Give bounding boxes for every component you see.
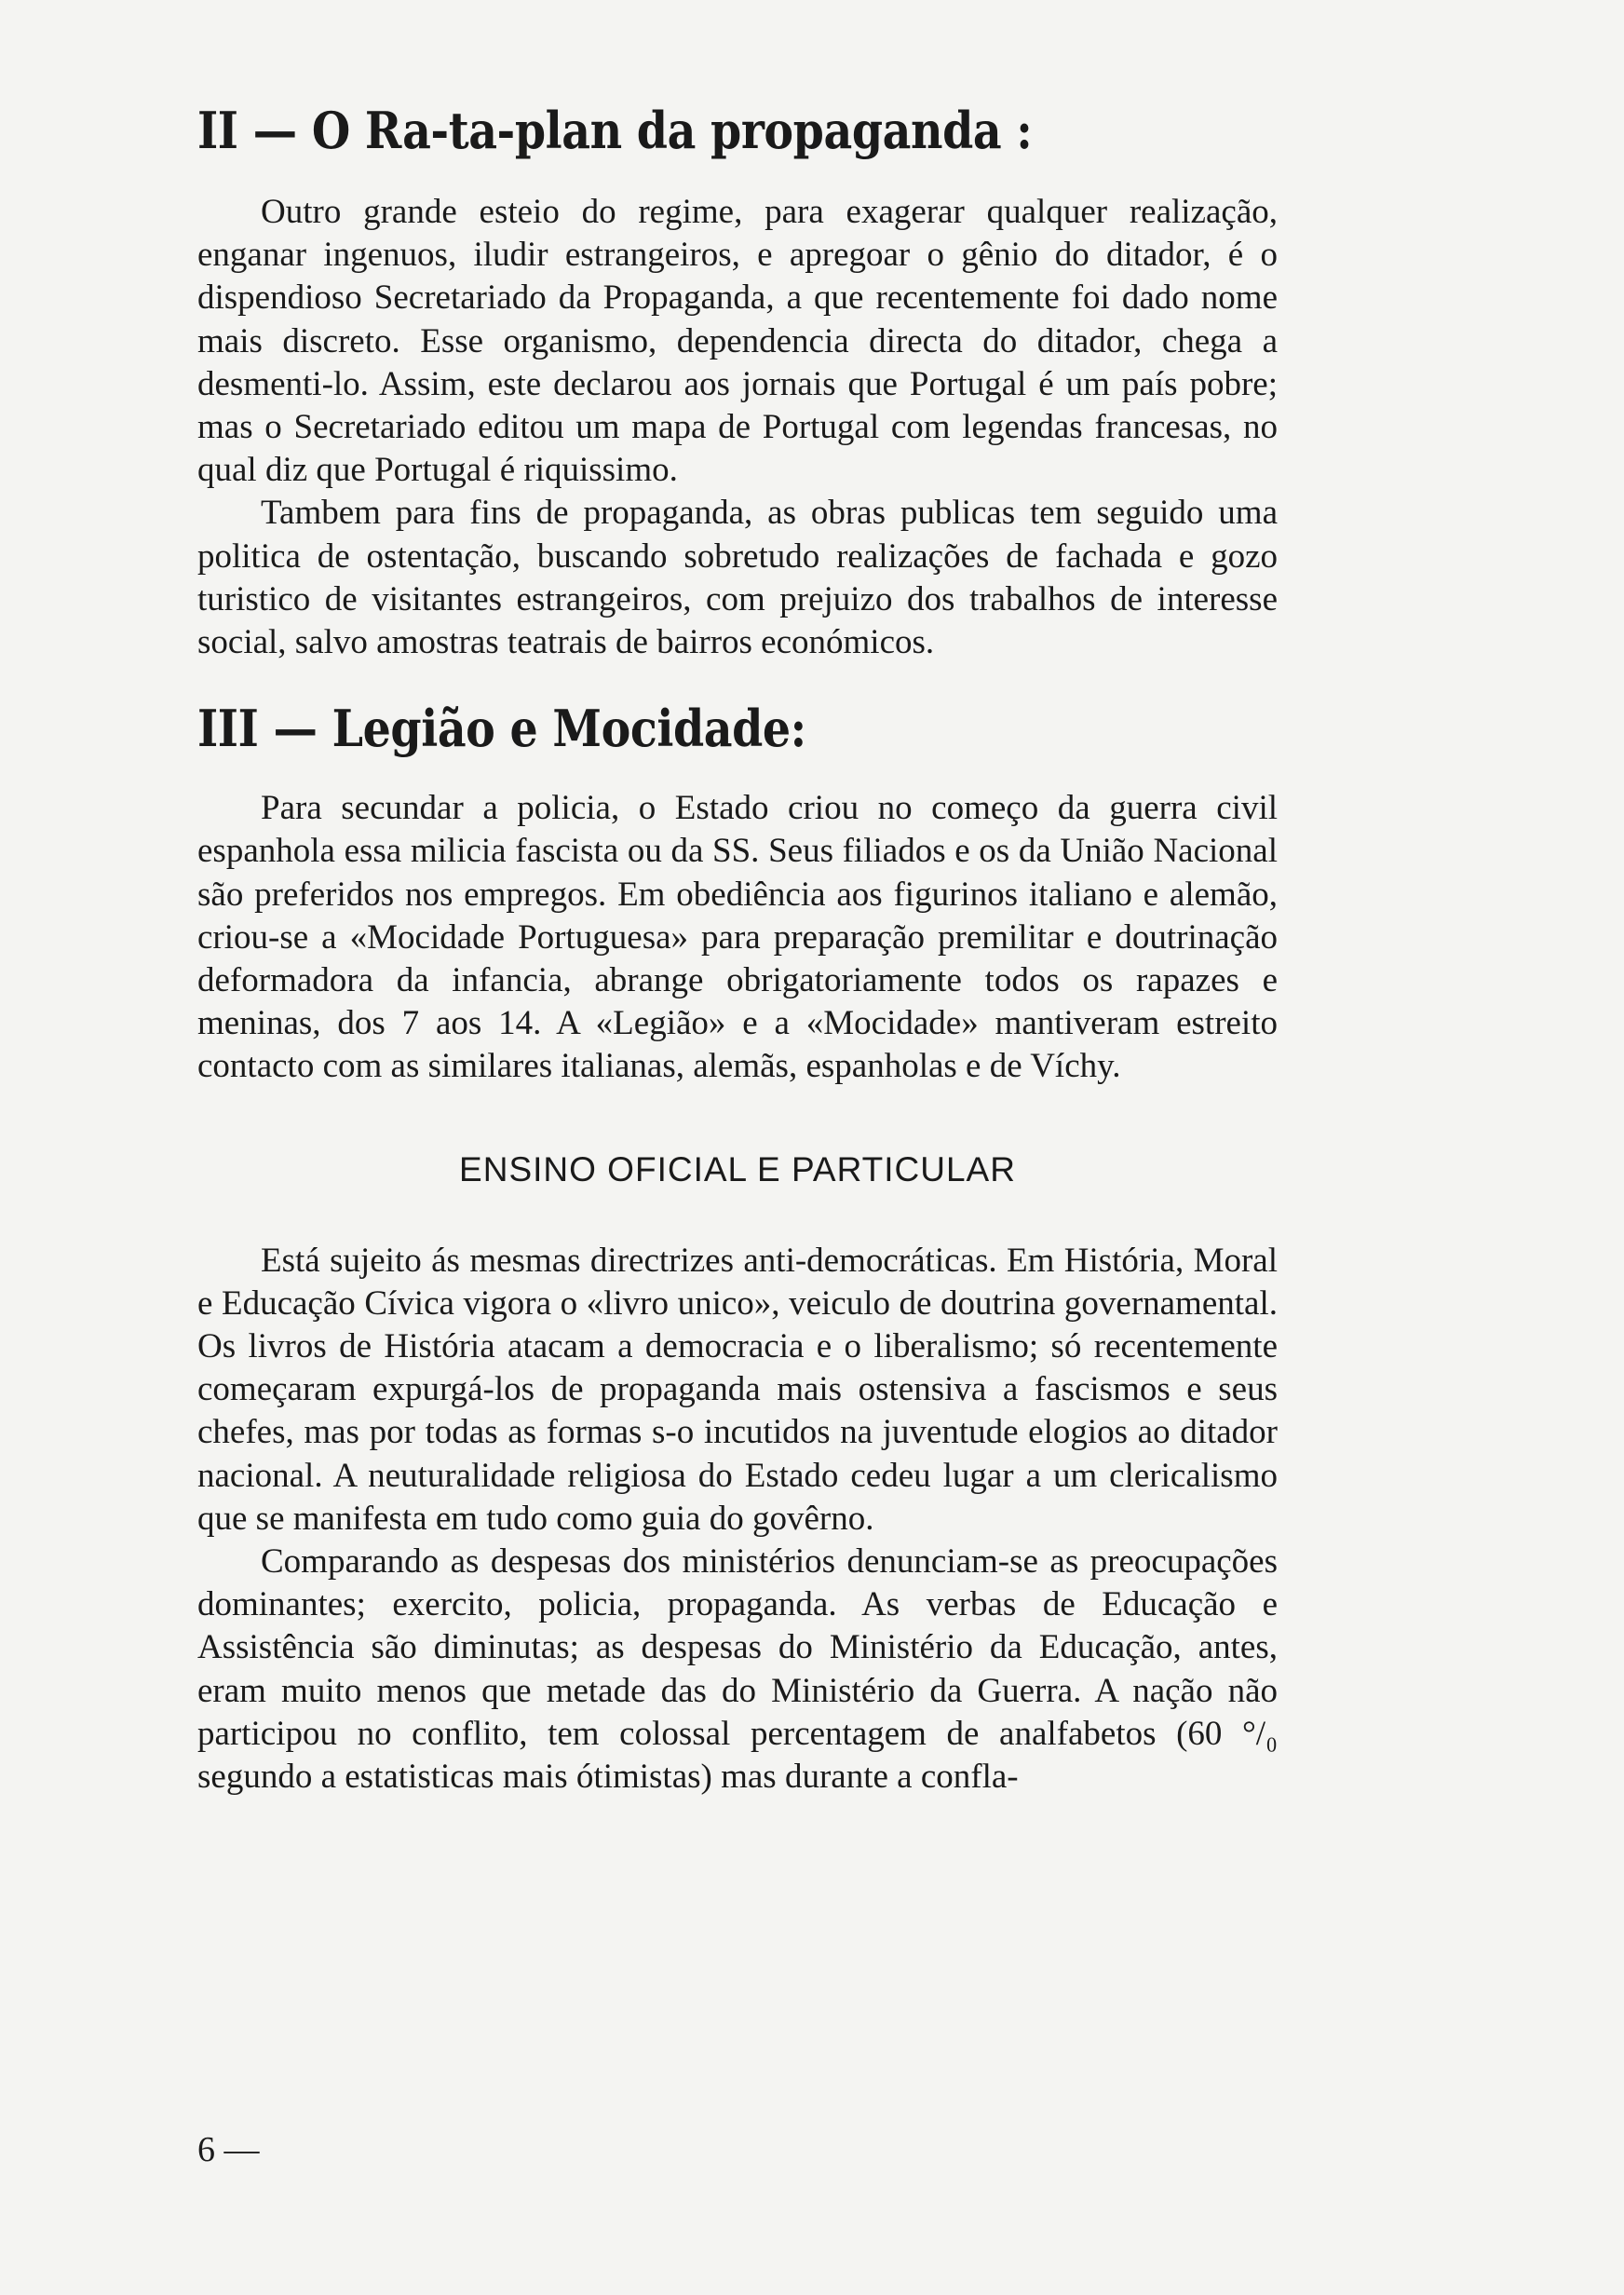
paragraph-legiao: Para secundar a policia, o Estado criou no começo da guerra civil espanhola essa milicia fascista ou da SS. Seus filiados e os da União Nacional são preferidos nos empregos. Em obediência aos figurinos italiano e alemão, criou-se a «Mocidade Portuguesa» para preparação premilitar e doutrinação deformadora da infancia, abrange obrigatoriamente todos os rapazes e meninas, dos 7 aos 14. A «Legião» e a «Mocidade» mantiveram estreito contacto com as similares italianas, alemãs, espanholas e de Víchy. [197,789,1278,1086]
page-content [197,98,1278,1799]
section-title-ensino: ENSINO OFICIAL E PARTICULAR [459,1149,1016,1188]
heading-legiao-mocidade: III — Legião e Mocidade: [197,699,806,759]
paragraph-propaganda-2: Tambem para fins de propaganda, as obras publicas tem seguido uma politica de ostentação, buscando sobretudo realizações de fachada e gozo turistico de visitantes estrangeiros, com prejuizo dos trabalhos de interesse social, salvo amostras teatrais de bairros económicos. [197,494,1278,662]
paragraph-propaganda-1: Outro grande esteio do regime, para exagerar qualquer realização, enganar ingenuos, iludir estrangeiros, e apregoar o gênio do ditador, é o dispendioso Secretariado da Propaganda, a que recentemente foi dado nome mais discreto. Esse organismo, dependencia directa do ditador, chega a desmenti-lo. Assim, este declarou aos jornais que Portugal é um país pobre; mas o Secretariado editou um mapa de Portugal com legendas francesas, no qual diz que Portugal é riquissimo. [197,193,1278,490]
heading-propaganda: II — O Ra-ta-plan da propaganda : [197,101,1033,160]
paragraph-ensino-1: Está sujeito ás mesmas directrizes anti-democráticas. Em História, Moral e Educação Cívica vigora o «livro unico», veiculo de doutrina governamental. Os livros de História atacam a democracia e o liberalismo; só recentemente começaram expurgá-los de propaganda mais ostensiva a fascismos e seus chefes, mas por todas as formas s-o incutidos na juventude elogios ao ditador nacional. A neuturalidade religiosa do Estado cedeu lugar a um clericalismo que se manifesta em tudo como guia do govêrno. [197,1241,1278,1538]
page-number: 6 — [197,2130,260,2169]
paragraph-ensino-2: Comparando as despesas dos ministérios denunciam-se as preocupações dominantes; exercito, policia, propaganda. As verbas de Educação e Assistência são diminutas; as despesas do Ministério da Educação, antes, eram muito menos que metade das do Ministério da Guerra. A nação não participou no conflito, tem colossal percentagem de analfabetos (60 °/₀ segundo a estatisticas mais ótimistas) mas durante a confla- [197,1542,1278,1797]
